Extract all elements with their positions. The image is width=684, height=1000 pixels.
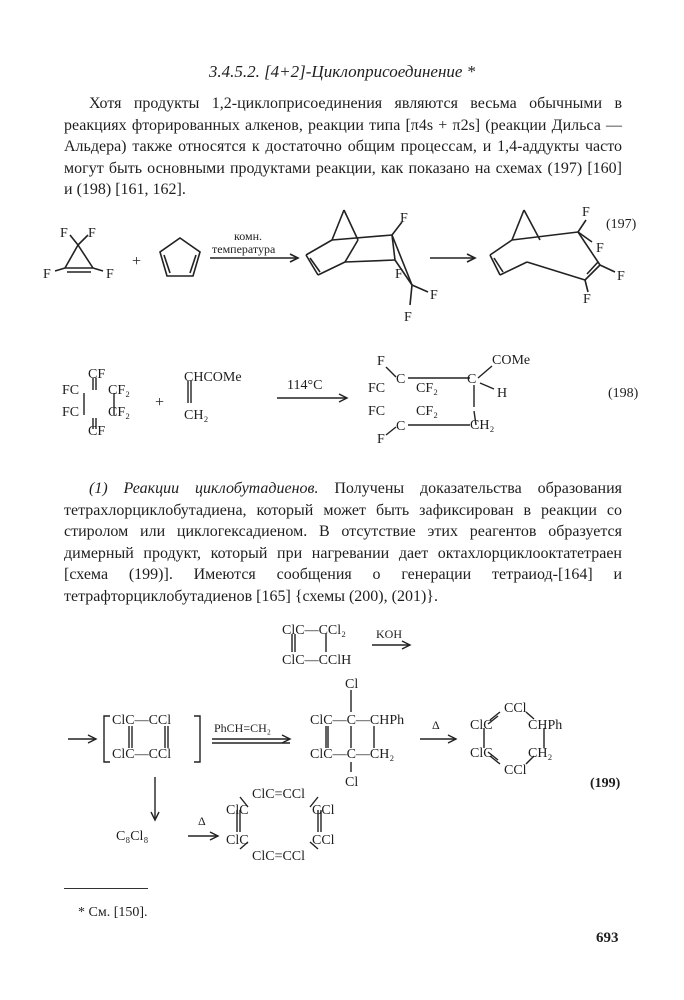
f-label: F (60, 226, 68, 241)
condition-temp: 114°С (287, 378, 323, 393)
ccl-label: CCl (504, 701, 527, 716)
f-label: F (377, 354, 385, 369)
c-label: C (396, 372, 406, 387)
delta-label: Δ (198, 814, 206, 828)
plus-sign: + (155, 394, 165, 411)
diene-top: ClC—CCl (112, 713, 172, 728)
cf-label: CF (88, 424, 106, 439)
footnote: * См. [150]. (78, 905, 148, 920)
cf2-label: CF₂ (108, 383, 131, 398)
f-label: F (395, 267, 403, 282)
f-label: F (377, 432, 385, 445)
adduct-top: ClC—C—CHPh (310, 713, 405, 728)
cf2-label: CF₂ (416, 404, 439, 419)
f-label: F (88, 226, 96, 241)
paragraph-diels-alder: Хотя продукты 1,2-циклоприсоединения являются весьма обычными в реакциях фторированных алкенов, реакции типа [π4s + π2s] (реакции Дильса — Альдера) также относятся к достаточно общим процессам, и 1,4-аддукты часто могут быть основными продуктами реакции, как показано на схемах (197) [160] и (198) [161, 162]. (64, 95, 622, 198)
fc-label: FC (62, 405, 80, 420)
koh-label: KOH (376, 627, 402, 641)
cl-label: Cl (345, 775, 359, 790)
condition-line2: температура (212, 242, 276, 256)
diene-bottom: ClC—CCl (112, 747, 172, 762)
clc-label: ClC (226, 833, 249, 848)
footnote-rule (64, 888, 148, 889)
cl-label: Cl (345, 677, 359, 692)
subsection-title: (1) Реакции циклобутадиенов. (89, 480, 319, 497)
f-label: F (106, 267, 114, 282)
scheme-197 (0, 200, 684, 330)
dimer-formula: C₈Cl₈ (116, 829, 149, 844)
ch2-label: CH₂ (470, 418, 495, 433)
scheme-199 (0, 612, 684, 874)
f-label: F (582, 205, 590, 220)
f-label: F (583, 292, 591, 307)
f-label: F (596, 241, 604, 256)
paragraph-cyclobutadienes (64, 478, 622, 607)
cf-label: CF (88, 367, 106, 382)
c-label: C (396, 419, 406, 434)
clc-label: ClC (470, 746, 493, 761)
clc-label: ClC (226, 803, 249, 818)
styrene-label: PhCH=CH₂ (214, 721, 271, 735)
fc-label: FC (368, 381, 386, 396)
paragraph-body: Получены доказательства образования тетрахлорциклобутадиена, который может быть зафиксирован в реакции со стиролом или циклогексадиеном. В отсутствие этих реагентов образуется димерный продукт, который при нагревании дает октахлорциклооктатетраен [схема (199)]. Имеются сообщения о генерации тетраиод-[164] и тетрафторциклобутадиенов [165] {схемы (200), (201)}. (64, 480, 622, 605)
start-bottom: ClC—CClH (282, 653, 352, 668)
scheme-number: (198) (608, 386, 639, 401)
scheme-number: (199) (590, 776, 621, 791)
plus-sign: + (132, 253, 142, 270)
ccl-label: CCl (312, 803, 335, 818)
section-heading: 3.4.5.2. [4+2]-Циклоприсоединение * (208, 62, 476, 81)
f-label: F (404, 310, 412, 325)
cf2-label: CF₂ (416, 381, 439, 396)
ccl-label: CCl (312, 833, 335, 848)
cot-bottom: ClC=CCl (252, 849, 306, 864)
fc-label: FC (368, 404, 386, 419)
reagent-top: CHCOMe (184, 370, 242, 385)
f-label: F (617, 269, 625, 284)
delta-label: Δ (432, 718, 440, 732)
c-label: C (467, 372, 477, 387)
ch2-label: CH₂ (528, 746, 553, 761)
fc-label: FC (62, 383, 80, 398)
condition-line1: комн. (234, 229, 263, 243)
h-label: H (497, 386, 508, 401)
reagent-bottom: CH₂ (184, 408, 209, 423)
adduct-bottom: ClC—C—CH₂ (310, 747, 395, 762)
cf2-label: CF₂ (108, 405, 131, 420)
come-label: COMe (492, 353, 531, 368)
chph-label: CHPh (528, 718, 563, 733)
clc-label: ClC (470, 718, 493, 733)
scheme-number: (197) (606, 217, 637, 232)
f-label: F (430, 288, 438, 303)
f-label: F (400, 211, 408, 226)
scheme-198 (0, 345, 684, 445)
page-number: 693 (596, 930, 619, 946)
start-top: ClC—CCl₂ (282, 623, 347, 638)
ccl-label: CCl (504, 763, 527, 778)
f-label: F (43, 267, 51, 282)
cot-top: ClC=CCl (252, 787, 306, 802)
